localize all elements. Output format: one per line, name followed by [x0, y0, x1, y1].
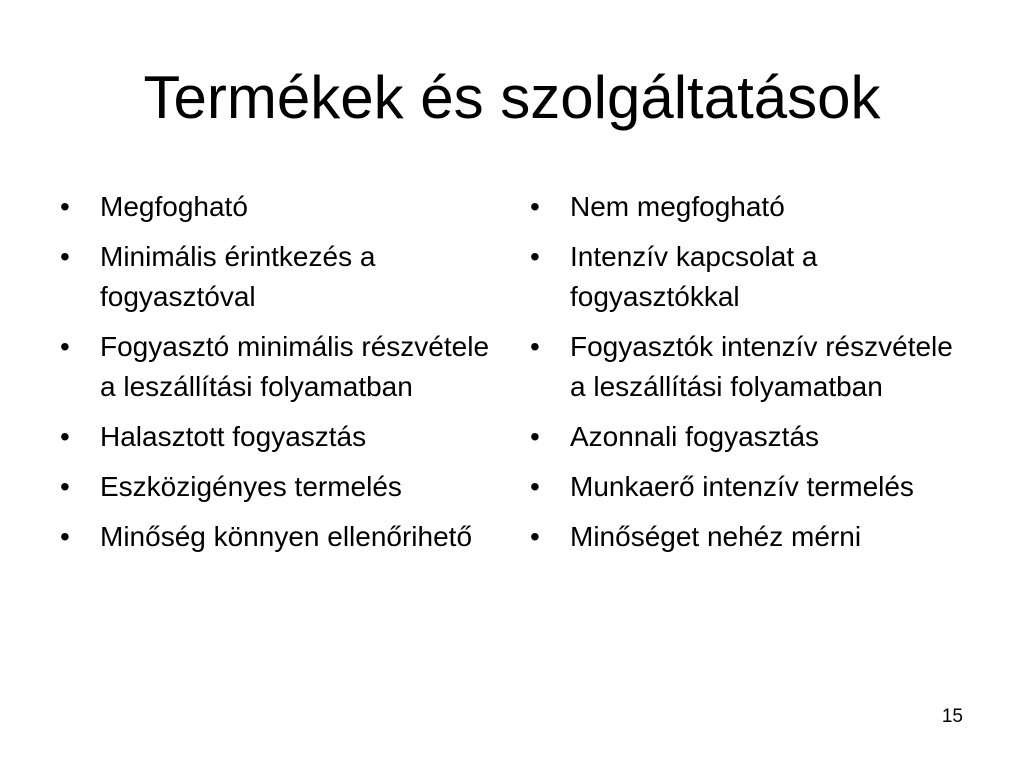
list-item: [530, 327, 970, 407]
bullet-icon: •: [60, 331, 70, 362]
list-item: [60, 187, 490, 227]
list-item-text: Minőséget nehéz mérni: [570, 521, 862, 552]
page-number: 15: [941, 706, 963, 727]
list-item-text: Munkaerő intenzív termelés: [570, 471, 914, 502]
list-item-text: Minimális érintkezés a fogyasztóval: [100, 241, 376, 312]
bullet-icon: •: [60, 241, 70, 272]
list-item-text: Halasztott fogyasztás: [100, 421, 367, 452]
list-item-text: Minőség könnyen ellenőrihető: [100, 521, 473, 552]
list-item: [530, 237, 970, 317]
bullet-icon: •: [530, 521, 540, 552]
bullet-icon: •: [530, 421, 540, 452]
list-item: [530, 417, 970, 457]
list-item: [530, 187, 970, 227]
left-bullet-list: [60, 187, 490, 567]
list-item-text: Azonnali fogyasztás: [570, 421, 820, 452]
bullet-icon: •: [530, 331, 540, 362]
list-item: [530, 517, 970, 557]
list-item-text: Eszközigényes termelés: [100, 471, 402, 502]
bullet-icon: •: [530, 191, 540, 222]
bullet-icon: •: [60, 521, 70, 552]
list-item-text: Fogyasztók intenzív részvétele a leszállítási folyamatban: [570, 331, 953, 402]
list-item-text: Intenzív kapcsolat a fogyasztókkal: [570, 241, 818, 312]
list-item-text: Nem megfogható: [570, 191, 785, 222]
right-bullet-list: [530, 187, 970, 567]
bullet-icon: •: [60, 471, 70, 502]
bullet-icon: •: [60, 421, 70, 452]
list-item-text: Fogyasztó minimális részvétele a leszállítási folyamatban: [100, 331, 490, 402]
list-item: [60, 237, 490, 317]
slide-title: Termékek és szolgáltatások: [143, 64, 881, 131]
bullet-icon: •: [60, 191, 70, 222]
list-item: [60, 467, 490, 507]
list-item-text: Megfogható: [100, 191, 248, 222]
bullet-icon: •: [530, 471, 540, 502]
bullet-icon: •: [530, 241, 540, 272]
list-item: [60, 417, 490, 457]
list-item: [60, 517, 490, 557]
list-item: [530, 467, 970, 507]
list-item: [60, 327, 490, 407]
